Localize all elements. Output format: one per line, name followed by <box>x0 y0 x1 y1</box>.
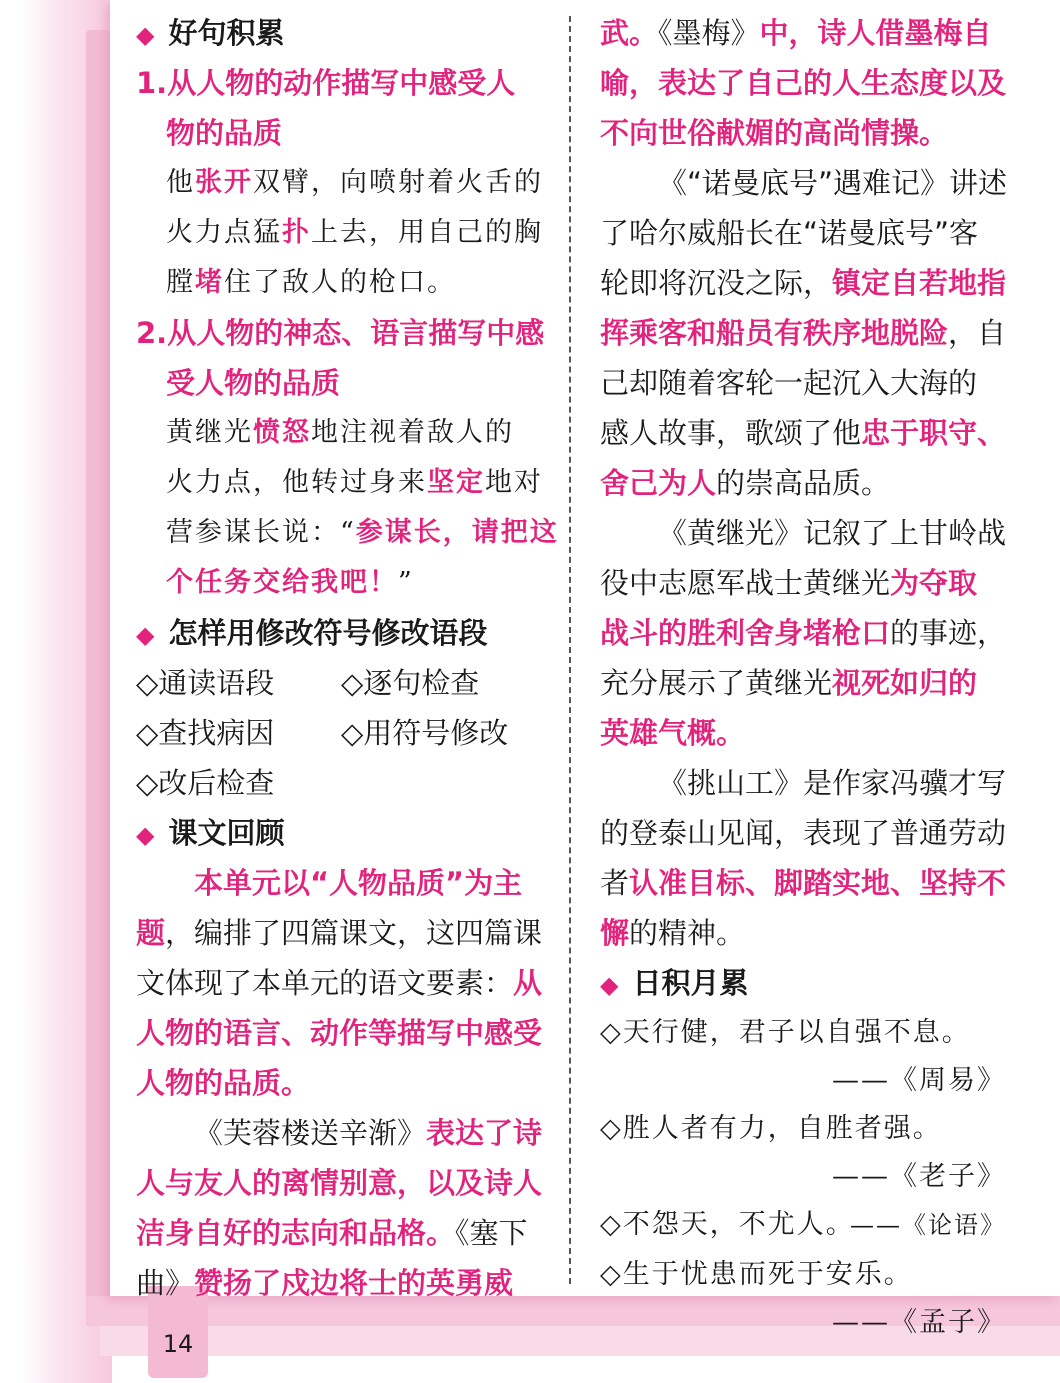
review-line: 曲》赞扬了戍边将士的英勇威 <box>136 1266 514 1300</box>
step-item: ◇用符号修改 <box>341 716 509 750</box>
review-line: 己却随着客轮一起沉入大海的 <box>600 366 978 400</box>
section-heading-good-sentences: ◆ 好句积累 <box>136 16 285 50</box>
diamond-icon: ◆ <box>136 21 155 49</box>
section-heading-revision-symbols: ◆ 怎样用修改符号修改语段 <box>136 616 488 650</box>
diamond-icon: ◆ <box>600 971 619 999</box>
section-heading-daily-accumulation: ◆ 日积月累 <box>600 966 749 1000</box>
review-line: 战斗的胜利舍身堵枪口的事迹， <box>600 616 1007 650</box>
quote-source: ——《论语》 <box>850 1211 1006 1239</box>
steps-row <box>136 758 546 808</box>
steps-row <box>136 708 546 758</box>
item-1-sentence-line: 膛堵住了敌人的枪口。 <box>166 267 456 298</box>
item-2-sentence-line: 个任务交给我吧！” <box>166 567 414 598</box>
quote-line: ◇生于忧患而死于安乐。 <box>600 1259 913 1290</box>
step-item: ◇查找病因 <box>136 716 275 750</box>
review-line: 不向世俗献媚的高尚情操。 <box>600 116 949 150</box>
item-1-title-cont: 物的品质 <box>166 116 283 150</box>
quote-source: ——《周易》 <box>832 1065 1006 1096</box>
review-line: 武。《墨梅》中，诗人借墨梅自 <box>600 16 992 50</box>
step-item: ◇改后检查 <box>136 766 275 800</box>
diamond-icon: ◆ <box>136 621 155 649</box>
review-line: 充分展示了黄继光视死如归的 <box>600 666 978 700</box>
item-1-sentence-line: 火力点猛扑上去，用自己的胸 <box>166 217 543 248</box>
quote-line: ◇天行健，君子以自强不息。 <box>600 1017 971 1048</box>
quote-source: ——《老子》 <box>832 1161 1006 1192</box>
item-1-title: 1.从人物的动作描写中感受人 <box>136 66 516 100</box>
review-line: 感人故事，歌颂了他忠于职守、 <box>600 416 1007 450</box>
right-column <box>600 8 1006 1346</box>
review-line: 了哈尔威船长在“诺曼底号”客 <box>600 216 979 250</box>
review-line: 《黄继光》记叙了上甘岭战 <box>658 516 1007 550</box>
review-line: 人物的语言、动作等描写中感受 <box>136 1016 543 1050</box>
quote-source: ——《孟子》 <box>832 1307 1006 1338</box>
review-line: 本单元以“人物品质”为主 <box>194 866 523 900</box>
steps-row <box>136 658 546 708</box>
review-line: 轮即将沉没之际，镇定自若地指 <box>600 266 1007 300</box>
review-line: 役中志愿军战士黄继光为夺取 <box>600 566 978 600</box>
step-item: ◇通读语段 <box>136 666 275 700</box>
review-line: 舍己为人的崇高品质。 <box>600 466 891 500</box>
review-line: 《芙蓉楼送辛渐》表达了诗 <box>194 1116 543 1150</box>
item-2-sentence-line: 火力点，他转过身来坚定地对 <box>166 467 543 498</box>
quote-line: ◇不怨天，不尤人。 ——《论语》 <box>600 1200 1006 1250</box>
item-2-sentence-line: 黄继光愤怒地注视着敌人的 <box>166 417 514 448</box>
review-line: 《“诺曼底号”遇难记》讲述 <box>658 166 1008 200</box>
review-line: 人与友人的离情别意，以及诗人 <box>136 1166 543 1200</box>
review-line: 人物的品质。 <box>136 1066 311 1100</box>
quote-line: ◇胜人者有力，自胜者强。 <box>600 1113 942 1144</box>
review-line: 文体现了本单元的语文要素：从 <box>136 966 543 1000</box>
column-divider <box>569 16 571 1284</box>
step-item: ◇逐句检查 <box>341 666 480 700</box>
review-line: 英雄气概。 <box>600 716 746 750</box>
review-line: 者认准目标、脚踏实地、坚持不 <box>600 866 1007 900</box>
page-number: 14 <box>162 1330 194 1358</box>
item-1-sentence-line: 他张开双臂，向喷射着火舌的 <box>166 167 543 198</box>
review-line: 《挑山工》是作家冯骥才写 <box>658 766 1007 800</box>
review-line: 洁身自好的志向和品格。《塞下 <box>136 1216 528 1250</box>
review-line: 题，编排了四篇课文，这四篇课 <box>136 916 543 950</box>
diamond-icon: ◆ <box>136 821 155 849</box>
section-heading-text-review: ◆ 课文回顾 <box>136 816 285 850</box>
left-column <box>136 8 559 1308</box>
review-line: 挥乘客和船员有秩序地脱险，自 <box>600 316 1007 350</box>
review-line: 懈的精神。 <box>600 916 746 950</box>
item-2-title: 2.从人物的神态、语言描写中感 <box>136 316 545 350</box>
review-line: 喻，表达了自己的人生态度以及 <box>600 66 1007 100</box>
review-line: 的登泰山见闻，表现了普通劳动 <box>600 816 1007 850</box>
item-2-sentence-line: 营参谋长说：“参谋长，请把这 <box>166 517 559 548</box>
page-edge-strip <box>86 30 110 1320</box>
item-2-title-cont: 受人物的品质 <box>166 366 341 400</box>
